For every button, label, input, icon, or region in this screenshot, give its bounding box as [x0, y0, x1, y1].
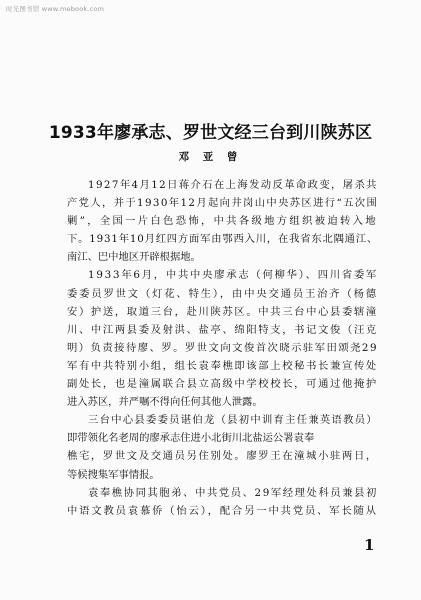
text-line: 1927年4月12日蒋介石在上海发动反革命政变，屠杀共 — [88, 179, 378, 191]
text-line: 安）护送，取道三台，赴川陕苏区。中共三台中心县委辖潼 — [67, 305, 378, 318]
text-line: 中语文教员袁慕侨（怡云），配合另一中共党员、军长随从 — [67, 504, 378, 517]
text-line: 三台中心县委委员谌伯龙（县初中训育主任兼英语教员） — [88, 414, 378, 427]
text-line: 委委员罗世文（灯花、特生），由中央交通员王治齐（杨德 — [67, 287, 378, 300]
text-line: 袁奉樵协同其胞弟、中共党员、29军经理处科员兼县初 — [88, 486, 378, 499]
text-line: 南江、巴中地区开辟根据地。 — [67, 251, 201, 264]
text-line: 副处长，也是潼属联合县立高级中学校校长，可通过他掩护 — [67, 378, 378, 391]
article-body — [67, 176, 378, 520]
text-line: 1933年6月，中共中央廖承志（何柳华）、四川省委军 — [88, 269, 378, 282]
text-line: 等候搜集军事情报。 — [67, 468, 160, 481]
text-line: 川、中江两县委及射洪、盐亭、绵阳特支，书记文俊（汪克 — [67, 323, 378, 336]
article-author: 邓 亚 曾 — [178, 151, 243, 163]
text-line: 下。1931年10月红四方面军由鄂西入川，在我省东北隅通江、 — [67, 233, 378, 246]
text-line: 即带领化名老周的廖承志住进小北街川北盐运公署袁奉 — [67, 432, 315, 445]
paragraph — [67, 266, 378, 411]
paragraph — [67, 411, 378, 483]
page-number: 1 — [364, 536, 375, 554]
text-line: 进入苏区，并严嘱不得向任何其他人泄露。 — [67, 396, 263, 409]
article-title: 1933年廖承志、罗世文经三台到川陕苏区 — [48, 123, 373, 143]
text-line: 樵宅，罗世文及交通员另住别处。廖罗王在潼城小驻两日， — [67, 450, 378, 463]
text-line: 产党人，并于1930年12月起向井岗山中央苏区进行“五次围 — [67, 197, 378, 210]
text-line: 明）负责接待廖、罗。罗世文向文俊首次晓示驻军田颂尧29 — [67, 341, 378, 354]
watermark: 时光图书馆 www.mebook.com — [6, 5, 105, 13]
paragraph — [67, 484, 378, 520]
paragraph — [67, 176, 378, 266]
text-line: 军有中共特别小组，组长袁奉樵即该部上校秘书长兼宣传处 — [67, 359, 378, 372]
text-line: 剿”，全国一片白色恐怖，中共各级地方组织被迫转入地 — [67, 215, 378, 228]
